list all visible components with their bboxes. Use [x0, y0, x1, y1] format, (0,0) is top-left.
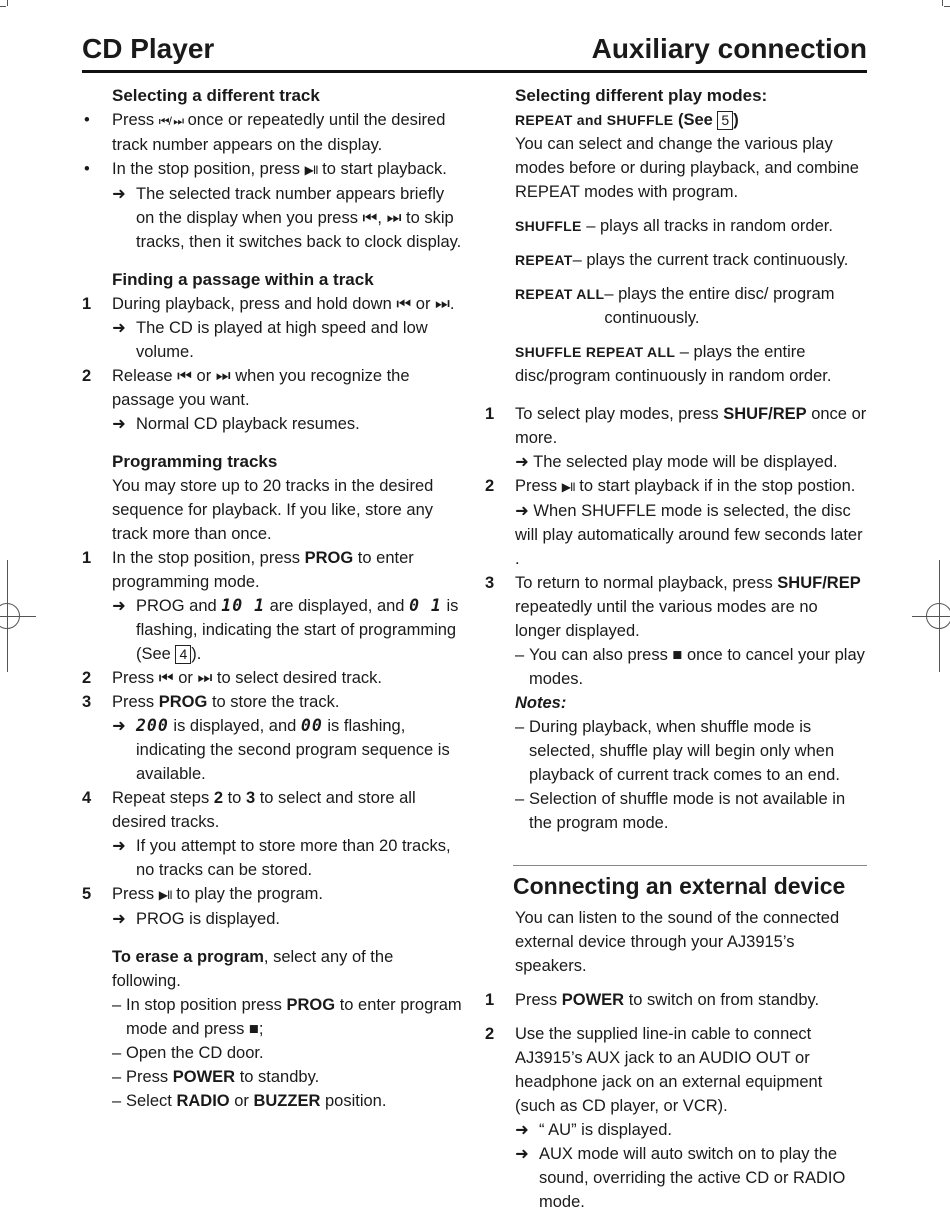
arrow-icon: ➜ — [112, 717, 126, 735]
result-note — [515, 1118, 867, 1142]
text: Press ⏮ or ⏭ to select desired track. — [112, 669, 382, 687]
mode-term: SHUFFLE — [515, 218, 582, 234]
key-label: SHUF/REP — [777, 574, 861, 592]
text: to start playback if in the stop postion. — [574, 477, 856, 495]
mode-desc: – plays the entire disc/ program continuously. — [604, 285, 835, 327]
paragraph: You may store up to 20 tracks in the desired sequence for playback. If you like, store any track more than once. — [112, 477, 434, 543]
step-number: 4 — [82, 789, 92, 807]
erase-intro — [112, 945, 466, 993]
text: Open the CD door. — [126, 1044, 264, 1062]
step-item — [82, 786, 466, 834]
notes-heading: Notes: — [515, 694, 567, 712]
mode-desc: – plays all tracks in random order. — [581, 217, 833, 235]
result-note — [112, 316, 466, 364]
text: AUX mode will auto switch on to play the sound, overriding the active CD or RADIO mode. — [539, 1145, 846, 1211]
bullet: • — [84, 111, 90, 129]
play-pause-icon: ▶II — [158, 888, 172, 902]
dash: – — [515, 718, 525, 736]
step-number: 3 — [82, 693, 92, 711]
registration-ring-right — [926, 603, 950, 629]
play-pause-icon: ▶II — [304, 163, 318, 177]
text: to enter program mode and press ■; — [126, 996, 462, 1038]
note-item — [515, 715, 867, 787]
result-note — [112, 834, 466, 882]
result-note — [112, 907, 466, 931]
crop-mark-top-left-h — [0, 6, 6, 7]
header-title-left: CD Player — [82, 33, 215, 64]
heading-selecting-track: Selecting a different track — [112, 86, 320, 105]
text: If you attempt to store more than 20 tracks, no tracks can be stored. — [136, 837, 451, 879]
text: To select play modes, press — [515, 405, 724, 423]
mode-definition — [515, 282, 867, 330]
step-item — [82, 364, 466, 412]
mode-term: SHUFFLE REPEAT ALL — [515, 344, 676, 360]
text: Press — [515, 991, 562, 1009]
result-note — [112, 594, 466, 666]
text: “ AU” is displayed. — [539, 1121, 672, 1139]
dash: – — [515, 790, 525, 808]
step-number: 1 — [485, 991, 495, 1009]
lcd-readout: 0 1 — [409, 596, 442, 615]
step-number: 1 — [82, 295, 92, 313]
text: position. — [320, 1092, 387, 1110]
text: REPEAT and SHUFFLE — [515, 112, 674, 128]
mode-definition — [515, 340, 867, 388]
dash: – — [515, 646, 525, 664]
text: to start playback. — [317, 160, 447, 178]
text: Press — [112, 693, 159, 711]
mode-desc: – plays the current track continuously. — [572, 251, 849, 269]
arrow-icon: ➜ — [112, 319, 126, 337]
note-item — [515, 787, 867, 835]
key-label: PROG — [286, 996, 336, 1014]
step-number: 5 — [82, 885, 92, 903]
text: are displayed, and — [265, 597, 410, 615]
mode-term: REPEAT ALL — [515, 286, 605, 302]
crop-mark-top-right-h — [944, 6, 950, 7]
heading-finding-passage: Finding a passage within a track — [112, 270, 374, 289]
key-label: BUZZER — [253, 1092, 321, 1110]
text: To return to normal playback, press — [515, 574, 778, 592]
text: ) — [733, 111, 739, 129]
section-divider — [513, 865, 867, 866]
heading-play-modes: Selecting different play modes: — [515, 86, 768, 105]
prev-next-icon: ⏮/ ⏭ — [158, 114, 184, 128]
step-item — [485, 1022, 867, 1118]
dash: – — [112, 996, 122, 1014]
text: Release ⏮ or ⏭ when you recognize the passage you want. — [112, 367, 410, 409]
text: The selected track number appears briefly on the display when you press ⏮, ⏭ to skip tracks, then it switches back to clock display. — [136, 185, 462, 251]
text: During playback, when shuffle mode is selected, shuffle play will begin only when playback of current track comes to an end. — [529, 718, 840, 784]
page-header — [82, 30, 867, 73]
text: to select and store all desired tracks. — [112, 789, 416, 831]
header-title-right: Auxiliary connection — [591, 33, 867, 64]
step-number: 2 — [485, 1025, 495, 1043]
text: is displayed, and — [168, 717, 301, 735]
step-item — [485, 474, 867, 499]
dash-item — [112, 1089, 466, 1113]
text: to standby. — [235, 1068, 320, 1086]
registration-ring-left — [0, 603, 20, 629]
step-item — [82, 882, 466, 907]
text: to enter programming mode. — [112, 549, 414, 591]
dash-item — [112, 993, 466, 1041]
text: once or repeatedly until the desired track number appears on the display. — [112, 111, 446, 154]
key-label: PROG — [158, 693, 208, 711]
text: Selection of shuffle mode is not available in the program mode. — [529, 790, 846, 832]
figure-ref: 5 — [717, 111, 733, 130]
crop-mark-top-left — [7, 0, 8, 6]
step-item — [485, 402, 867, 450]
arrow-icon: ➜ — [112, 415, 126, 433]
lcd-readout: 10 1 — [221, 596, 266, 615]
text: to play the program. — [171, 885, 323, 903]
mode-definition — [515, 214, 867, 238]
text: is flashing, indicating the second program sequence is available. — [136, 717, 450, 783]
arrow-icon: ➜ — [112, 185, 126, 203]
result-note — [515, 1142, 867, 1214]
step-ref: 3 — [245, 789, 256, 807]
key-label: POWER — [561, 991, 625, 1009]
dash: – — [112, 1044, 122, 1062]
text: is flashing, indicating the start of programming (See — [136, 597, 459, 663]
text: Press — [112, 111, 159, 129]
heading-programming-tracks: Programming tracks — [112, 452, 278, 471]
list-item — [82, 108, 466, 157]
text: The selected play mode will be displayed. — [533, 453, 838, 471]
result-note — [515, 450, 867, 474]
arrow-icon: ➜ — [515, 453, 529, 471]
result-note — [112, 412, 466, 436]
mode-term: REPEAT — [515, 252, 573, 268]
lcd-readout: 00 — [300, 716, 323, 735]
paragraph: You can select and change the various play modes before or during playback, and combine REPEAT modes with program. — [515, 135, 859, 201]
step-item — [82, 690, 466, 714]
dash-item — [112, 1065, 466, 1089]
step-number: 3 — [485, 574, 495, 592]
arrow-icon: ➜ — [112, 910, 126, 928]
arrow-icon: ➜ — [515, 1121, 529, 1139]
step-number: 2 — [82, 669, 92, 687]
text: , select any of the following. — [112, 948, 394, 990]
dash: – — [112, 1092, 122, 1110]
figure-ref: 4 — [175, 645, 191, 664]
crop-mark-top-right — [942, 0, 943, 6]
step-number: 1 — [485, 405, 495, 423]
step-item — [82, 546, 466, 594]
key-label: SHUF/REP — [723, 405, 807, 423]
key-label: PROG — [304, 549, 354, 567]
text: Use the supplied line-in cable to connect AJ3915’s AUX jack to an AUDIO OUT or headphone jack on an external equipment (such as CD player, or VCR). — [515, 1025, 823, 1115]
key-label: POWER — [172, 1068, 236, 1086]
bullet: • — [84, 160, 90, 178]
text: repeatedly until the various modes are no longer displayed. — [515, 598, 818, 640]
paragraph: You can listen to the sound of the connected external device through your AJ3915’s speakers. — [515, 909, 840, 975]
text: to switch on from standby. — [624, 991, 820, 1009]
erase-heading: To erase a program — [112, 948, 264, 966]
text: During playback, press and hold down ⏮ or ⏭. — [112, 295, 455, 313]
text: Press — [112, 885, 159, 903]
dash: – — [112, 1068, 122, 1086]
text: PROG is displayed. — [136, 910, 280, 928]
text: Normal CD playback resumes. — [136, 415, 360, 433]
list-item — [82, 157, 466, 182]
arrow-icon: ➜ — [515, 502, 529, 520]
dash-item — [515, 643, 867, 691]
text: once or more. — [515, 405, 867, 447]
text: When SHUFFLE mode is selected, the disc will play automatically around few seconds later . — [515, 502, 863, 568]
left-column — [82, 84, 466, 1113]
result-note — [515, 499, 867, 571]
step-ref: 2 — [213, 789, 223, 807]
arrow-icon: ➜ — [112, 837, 126, 855]
arrow-icon: ➜ — [112, 597, 126, 615]
play-pause-icon: ▶II — [561, 480, 575, 494]
step-number: 1 — [82, 549, 92, 567]
mode-definition — [515, 248, 867, 272]
text: PROG and — [136, 597, 222, 615]
step-item — [485, 571, 867, 643]
text: Select — [126, 1092, 177, 1110]
text: In stop position press — [126, 996, 287, 1014]
text: Press — [515, 477, 562, 495]
dash-item — [112, 1041, 466, 1065]
arrow-icon: ➜ — [515, 1145, 529, 1163]
step-item — [82, 666, 466, 690]
mode-desc: – plays the entire disc/program continuously in random order. — [515, 343, 832, 385]
text: to store the track. — [207, 693, 340, 711]
step-number: 2 — [82, 367, 92, 385]
text: The CD is played at high speed and low volume. — [136, 319, 428, 361]
step-number: 2 — [485, 477, 495, 495]
key-label: RADIO — [176, 1092, 230, 1110]
text: or — [229, 1092, 254, 1110]
text: In the stop position, press — [112, 549, 305, 567]
text: Press — [126, 1068, 173, 1086]
step-item — [485, 988, 867, 1012]
step-item — [82, 292, 466, 316]
lcd-readout: 200 — [136, 716, 169, 735]
section-title-external-device: Connecting an external device — [513, 873, 846, 899]
subheading-repeat-shuffle — [515, 108, 867, 132]
text: to — [223, 789, 246, 807]
result-note — [112, 182, 466, 254]
text: Repeat steps — [112, 789, 214, 807]
text: (See — [673, 111, 718, 129]
result-note — [112, 714, 466, 786]
text: ). — [191, 645, 202, 663]
text: In the stop position, press — [112, 160, 305, 178]
right-column — [485, 84, 867, 1214]
text: You can also press ■ once to cancel your play modes. — [529, 646, 865, 688]
